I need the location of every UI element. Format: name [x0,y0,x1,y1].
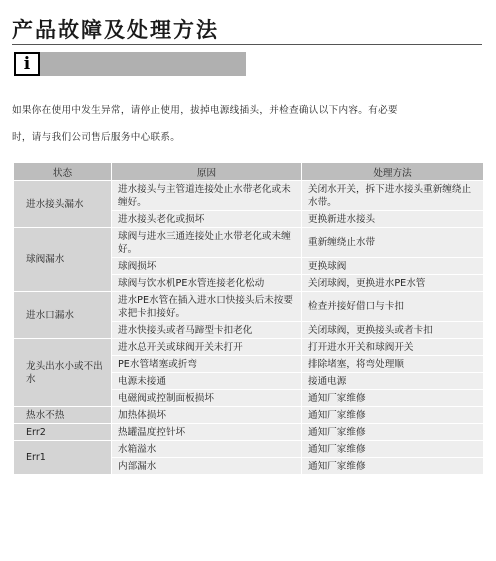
cause-cell: 电源未接通 [112,373,302,390]
table-row [14,292,484,322]
cause-cell: 进水快接头或者马蹄型卡扣老化 [112,322,302,339]
header-status: 状态 [14,163,112,181]
info-icon: i [14,52,40,76]
method-cell: 通知厂家维修 [302,424,484,441]
cause-cell: 球阀与进水三通连接处止水带老化或未缠好。 [112,228,302,258]
cause-cell: 电磁阀或控制面板损坏 [112,390,302,407]
status-cell: 热水不热 [14,407,112,424]
method-cell: 通知厂家维修 [302,407,484,424]
method-cell: 关闭球阀，更换接头或者卡扣 [302,322,484,339]
cause-cell: 进水接头与主管道连接处止水带老化或未缠好。 [112,181,302,211]
table-row [14,181,484,211]
status-cell: Err2 [14,424,112,441]
header-method: 处理方法 [302,163,484,181]
cause-cell: 进水总开关或球阀开关未打开 [112,339,302,356]
method-cell: 更换新进水接头 [302,211,484,228]
method-cell: 打开进水开关和球阀开关 [302,339,484,356]
method-cell: 通知厂家维修 [302,458,484,475]
status-cell: 进水接头漏水 [14,181,112,228]
method-cell: 通知厂家维修 [302,390,484,407]
table-row [14,407,484,424]
method-cell: 排除堵塞，将弯处理顺 [302,356,484,373]
fault-table-header [14,163,484,181]
method-cell: 接通电源 [302,373,484,390]
page-title: 产品故障及处理方法 [12,18,219,42]
method-cell: 检查并接好借口与卡扣 [302,292,484,322]
header-cause: 原因 [112,163,302,181]
cause-cell: 球阀与饮水机PE水管连接老化松动 [112,275,302,292]
table-row [14,228,484,258]
status-cell: 球阀漏水 [14,228,112,292]
cause-cell: 进水PE水管在插入进水口快接头后未按要求把卡扣接好。 [112,292,302,322]
method-cell: 更换球阀 [302,258,484,275]
fault-table [13,162,484,475]
cause-cell: 热罐温度控针坏 [112,424,302,441]
intro-text [12,97,484,151]
title-divider [12,44,482,45]
method-cell: 重新缠绕止水带 [302,228,484,258]
table-row [14,441,484,458]
method-cell: 关闭球阀，更换进水PE水管 [302,275,484,292]
cause-cell: 水箱溢水 [112,441,302,458]
cause-cell: PE水管堵塞或折弯 [112,356,302,373]
status-cell: 进水口漏水 [14,292,112,339]
info-banner [14,52,246,76]
cause-cell: 内部漏水 [112,458,302,475]
method-cell: 关闭水开关，拆下进水接头重新缠绕止水带。 [302,181,484,211]
method-cell: 通知厂家维修 [302,441,484,458]
intro-line-1: 如果你在使用中发生异常，请停止使用，拔掉电源线插头，并检查确认以下内容。有必要 [12,105,398,116]
status-cell: 龙头出水小或不出水 [14,339,112,407]
table-row [14,339,484,356]
cause-cell: 球阀损坏 [112,258,302,275]
cause-cell: 进水接头老化或损坏 [112,211,302,228]
status-cell: Err1 [14,441,112,475]
cause-cell: 加热体损坏 [112,407,302,424]
table-row [14,424,484,441]
intro-line-2: 时，请与我们公司售后服务中心联系。 [12,132,181,143]
